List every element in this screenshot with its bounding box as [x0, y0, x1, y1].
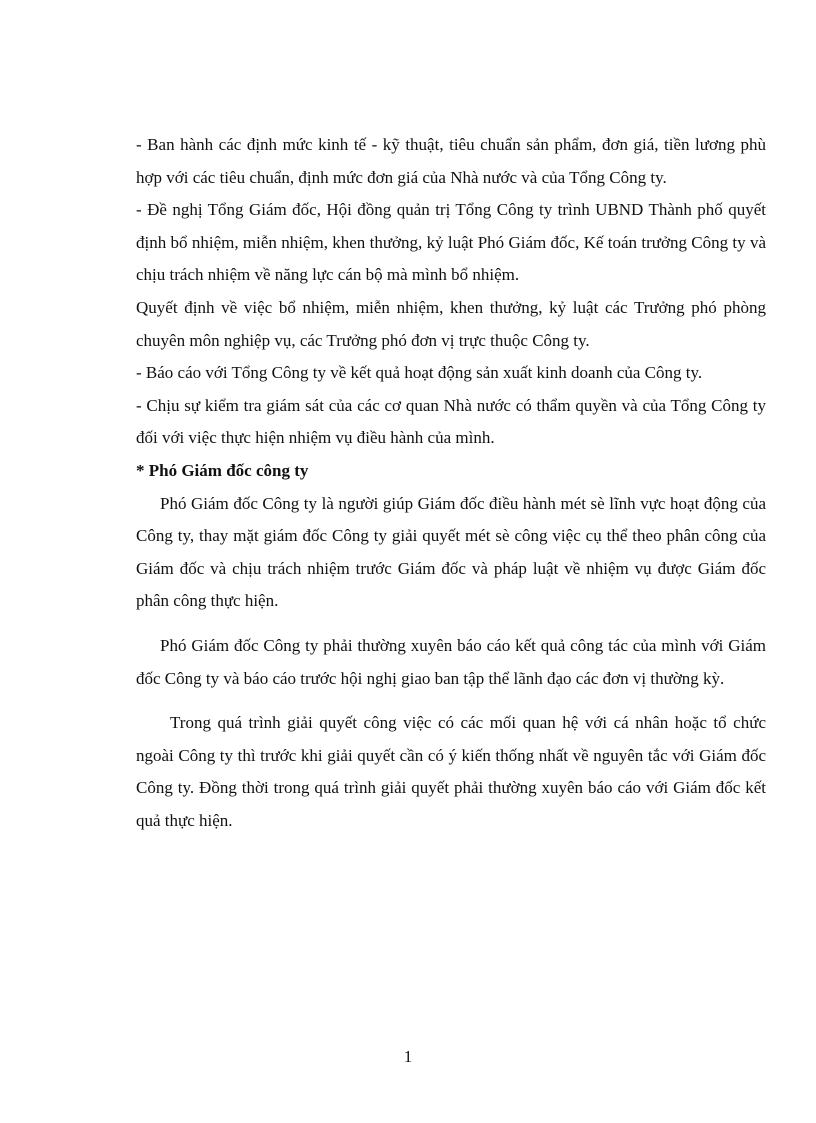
paragraph-quyet-dinh-bo-nhiem: Quyết định về việc bổ nhiệm, miễn nhiệm, khen thưởng, kỷ luật các Trưởng phó phòng chuyên môn nghiệp vụ, các Trưởng phó đơn vị trực thuộc Công ty. — [136, 297, 766, 350]
paragraph-quan-he-ben-ngoai: Trong quá trình giải quyết công việc có các mối quan hệ với cá nhân hoặc tổ chức ngoài Công ty thì trước khi giải quyết cần có ý kiến thống nhất về nguyên tắc với Giám đốc Công ty. Đồng thời trong quá trình giải quyết phải thường xuyên báo cáo với Giám đốc kết quả thực hiện. — [136, 713, 766, 830]
paragraph-vai-tro-pho-giam-doc: Phó Giám đốc Công ty là người giúp Giám đốc điều hành mét sè lĩnh vực hoạt động của Công ty, thay mặt giám đốc Công ty giải quyết mét sè công việc cụ thể theo phân công của Giám đốc và chịu trách nhiệm trước Giám đốc và pháp luật về nhiệm vụ được Giám đốc phân công thực hiện. — [136, 493, 766, 611]
section-heading-pho-giam-doc: * Phó Giám đốc công ty — [136, 460, 309, 480]
paragraph-chiu-su-kiem-tra: - Chịu sự kiểm tra giám sát của các cơ quan Nhà nước có thẩm quyền và của Tổng Công ty đối với việc thực hiện nhiệm vụ điều hành của mình. — [136, 395, 766, 448]
paragraph-ban-hanh-dinh-muc: - Ban hành các định mức kinh tế - kỹ thuật, tiêu chuẩn sản phẩm, đơn giá, tiền lương phù hợp với các tiêu chuẩn, định mức đơn giá của Nhà nước và của Tổng Công ty. — [136, 135, 766, 187]
paragraph-bao-cao-tong-cong-ty: - Báo cáo với Tổng Công ty về kết quả hoạt động sản xuất kinh doanh của Công ty. — [136, 363, 703, 383]
document-body — [136, 129, 766, 837]
page-number: 1 — [403, 1047, 413, 1066]
paragraph-de-nghi-bo-nhiem: - Đề nghị Tổng Giám đốc, Hội đồng quản trị Tổng Công ty trình UBND Thành phố quyết định bổ nhiệm, miễn nhiệm, khen thưởng, kỷ luật Phó Giám đốc, Kế toán trưởng Công ty và chịu trách nhiệm về năng lực cán bộ mà mình bổ nhiệm. — [136, 200, 766, 285]
paragraph-bao-cao-ket-qua: Phó Giám đốc Công ty phải thường xuyên báo cáo kết quả công tác của mình với Giám đốc Công ty và báo cáo trước hội nghị giao ban tập thể lãnh đạo các đơn vị thường kỳ. — [136, 635, 766, 688]
